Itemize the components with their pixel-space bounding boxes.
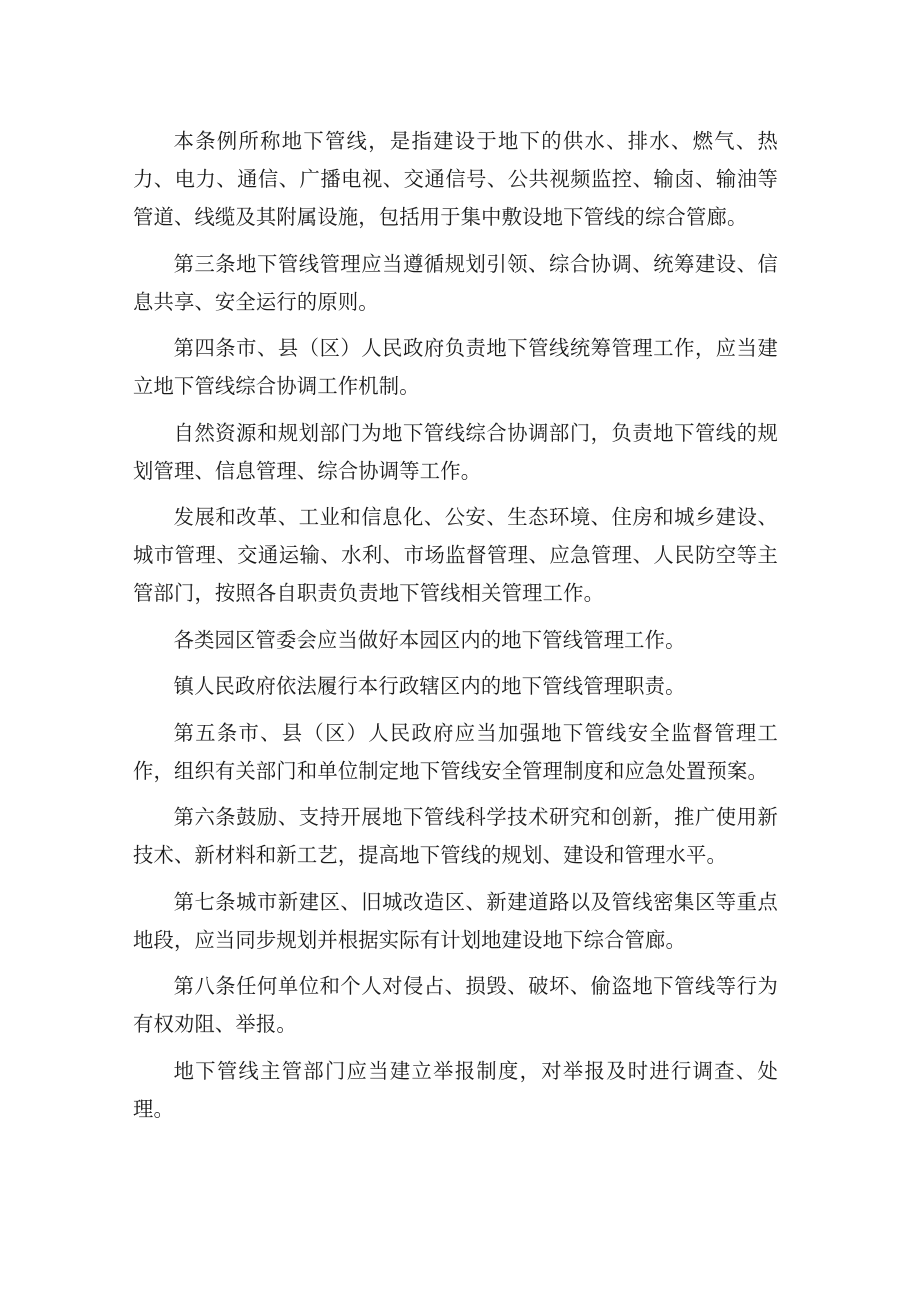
- paragraph-article-8: 第八条任何单位和个人对侵占、损毁、破坏、偷盗地下管线等行为有权劝阻、举报。: [133, 974, 778, 1036]
- paragraph-planning-dept: 自然资源和规划部门为地下管线综合协调部门，负责地下管线的规划管理、信息管理、综合协调等工作。: [133, 420, 778, 483]
- paragraph-article-6: 第六条鼓励、支持开展地下管线科学技术研究和创新，推广使用新技术、新材料和新工艺，提高地下管线的规划、建设和管理水平。: [133, 805, 778, 867]
- document-body: [133, 122, 778, 1136]
- paragraph-reporting: 地下管线主管部门应当建立举报制度，对举报及时进行调查、处理。: [133, 1058, 778, 1121]
- paragraph-other-depts: 发展和改革、工业和信息化、公安、生态环境、住房和城乡建设、城市管理、交通运输、水利、市场监督管理、应急管理、人民防空等主管部门，按照各自职责负责地下管线相关管理工作。: [133, 505, 778, 605]
- paragraph-article-5: 第五条市、县（区）人民政府应当加强地下管线安全监督管理工作，组织有关部门和单位制定地下管线安全管理制度和应急处置预案。: [133, 720, 778, 783]
- paragraph-parks: 各类园区管委会应当做好本园区内的地下管线管理工作。: [173, 627, 686, 652]
- paragraph-article-4: 第四条市、县（区）人民政府负责地下管线统筹管理工作，应当建立地下管线综合协调工作机制。: [133, 336, 778, 398]
- paragraph-definition: 本条例所称地下管线，是指建设于地下的供水、排水、燃气、热力、电力、通信、广播电视、交通信号、公共视频监控、输卤、输油等管道、线缆及其附属设施，包括用于集中敷设地下管线的综合管廊。: [133, 129, 778, 229]
- paragraph-towns: 镇人民政府依法履行本行政辖区内的地下管线管理职责。: [173, 674, 686, 698]
- paragraph-article-3: 第三条地下管线管理应当遵循规划引领、综合协调、统筹建设、信息共享、安全运行的原则。: [133, 251, 778, 314]
- paragraph-article-7: 第七条城市新建区、旧城改造区、新建道路以及管线密集区等重点地段，应当同步规划并根据实际有计划地建设地下综合管廊。: [133, 889, 778, 952]
